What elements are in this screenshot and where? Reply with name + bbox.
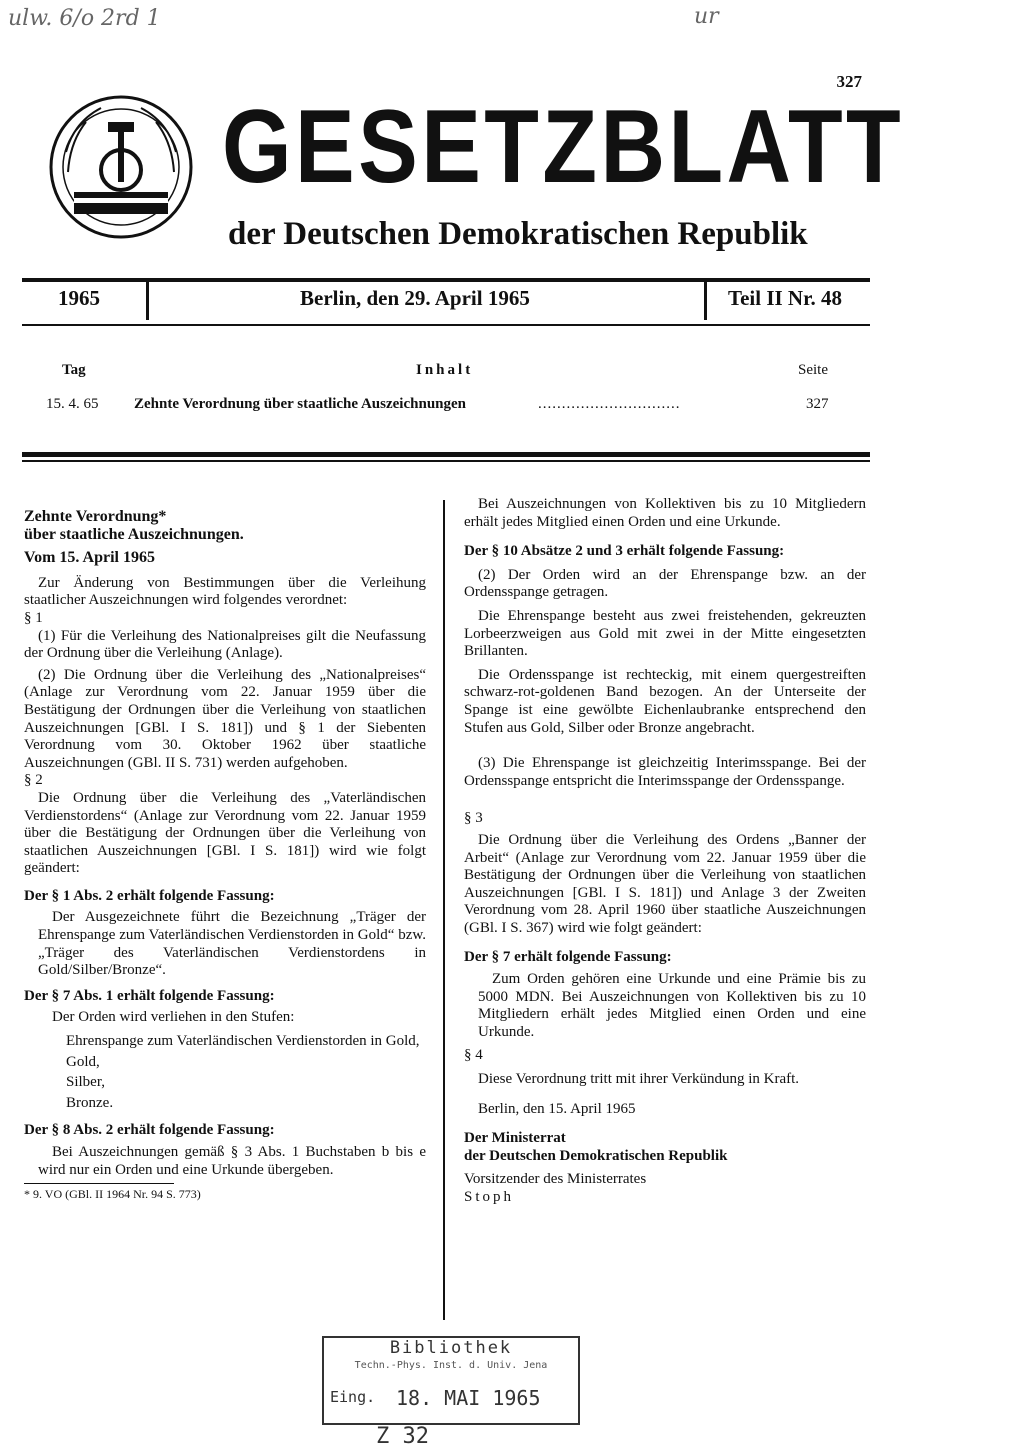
state-emblem-icon [46, 92, 196, 242]
amendment-heading-abs2: Der § 1 Abs. 2 erhält folgende Fassung: [24, 887, 275, 904]
signing-place-date: Berlin, den 15. April 1965 [478, 1100, 636, 1117]
p10-para-3: (3) Die Ehrenspange ist gleichzeitig Interimsspange. Bei der Ordensspange entspricht die Interimsspange der Ordensspange. [464, 755, 866, 789]
issue-year: 1965 [58, 286, 100, 310]
stamp-line-2: Techn.-Phys. Inst. d. Univ. Jena [354, 1360, 548, 1371]
section-4: § 4 [464, 1047, 483, 1064]
right-para-1: Bei Auszeichnungen von Kollektiven bis zu 10 Mitgliedern erhält jedes Mitglied einen Orden und eine Urkunde. [464, 496, 866, 530]
toc-col-content: Inhalt [416, 362, 474, 378]
signatory-title: Vorsitzender des Ministerrates [464, 1171, 647, 1188]
toc-entry-leader: .............................. [538, 396, 681, 412]
right-column [464, 496, 866, 1207]
p10-ordensspange: Die Ordensspange ist rechteckig, mit einem quergestreiften schwarz-rot-goldenen Band bezogen. An der Unterseite der Spange ist eine gewölbte Eichenlaubranke entsprechend den Stufen aus Gold, Silber oder Bronze angebracht. [464, 666, 866, 736]
stufe-3: Silber, [66, 1074, 105, 1091]
section-3-para-1: Die Ordnung über die Verleihung des Ordens „Banner der Arbeit“ (Anlage zur Verordnung vom 22. Januar 1959 über die Bestätigung der Ordnungen über die Verleihung von staatlichen Auszeichnungen [GBl. I S. 181]) und Anlage 3 der Zweiten Verordnung vom 28. April 1960 über staatliche Auszeichnungen (GBl. I S. 367) wird wie folgt geändert: [464, 831, 866, 936]
masthead-title: GESETZBLATT [222, 89, 905, 205]
footnote: * 9. VO (GBl. II 1964 Nr. 94 S. 773) [24, 1187, 201, 1202]
p10-para-2: (2) Der Orden wird an der Ehrenspange bzw. an der Ordensspange getragen. [464, 566, 866, 601]
stamp-line-1: Bibliothek [389, 1338, 513, 1358]
stufe-2: Gold, [66, 1053, 100, 1070]
toc-col-day: Tag [62, 362, 86, 378]
amendment-text-p7b: Zum Orden gehören eine Urkunde und eine Prämie bis zu 5000 MDN. Bei Auszeichnungen von Kollektiven bis zu 10 Mitgliedern erhält jedes Mitglied einen Orden und eine Urkunde. [478, 971, 866, 1040]
amendment-heading-p7: Der § 7 Abs. 1 erhält folgende Fassung: [24, 987, 275, 1004]
amendment-heading-p10: Der § 10 Absätze 2 und 3 erhält folgende Fassung: [464, 543, 785, 560]
section-2: § 2 [24, 772, 43, 789]
section-1: § 1 [24, 609, 43, 626]
section-4-para-1: Diese Verordnung tritt mit ihrer Verkündung in Kraft. [478, 1071, 800, 1088]
toc-col-page: Seite [798, 362, 828, 378]
toc-rule-thick [22, 452, 870, 457]
amendment-text-p8: Bei Auszeichnungen gemäß § 3 Abs. 1 Buchstaben b bis e wird nur ein Orden und eine Urkunde übergeben. [38, 1144, 426, 1178]
amendment-text-abs2: Der Ausgezeichnete führt die Bezeichnung „Träger der Ehrenspange zum Vaterländischen Verdienstorden in Gold“ bzw. „Träger des Vaterländischen Verdienstordens in Gold/Silber/Bronze“. [38, 909, 426, 979]
stamp-date: 18. MAI 1965 [396, 1386, 541, 1410]
issue-bar [22, 286, 870, 320]
toc-entry-title: Zehnte Verordnung über staatliche Auszeichnungen [134, 396, 466, 412]
issue-place-date: Berlin, den 29. April 1965 [300, 286, 530, 310]
bar-rule [22, 324, 870, 326]
decree-subheading: über staatliche Auszeichnungen. [24, 525, 244, 543]
toc-rule-thin [22, 460, 870, 462]
divider [704, 280, 707, 320]
amendment-heading-p8: Der § 8 Abs. 2 erhält folgende Fassung: [24, 1122, 275, 1139]
signatory-body-2: der Deutschen Demokratischen Republik [464, 1147, 728, 1164]
section-1-para-1: (1) Für die Verleihung des Nationalpreises gilt die Neufassung der Ordnung über die Verleihung (Anlage). [24, 627, 426, 662]
toc-entry-page: 327 [806, 396, 829, 412]
decree-intro: Zur Änderung von Bestimmungen über die Verleihung staatlicher Auszeichnungen wird folgendes verordnet: [24, 574, 426, 609]
divider [146, 280, 149, 320]
library-stamp [322, 1336, 580, 1425]
stamp-number: Z 32 [376, 1424, 429, 1449]
amendment-heading-p7b: Der § 7 erhält folgende Fassung: [464, 949, 672, 966]
section-3: § 3 [464, 810, 483, 827]
section-1-para-2: (2) Die Ordnung über die Verleihung des „Nationalpreises“ (Anlage zur Verordnung vom 22. Januar 1959 über die Bestätigung der Ordnungen über die Verleihung von staatlichen Auszeichnungen [GBl. I S. 181]) und § 1 der Siebenten Verordnung vom 30. Oktober 1962 über staatliche Auszeichnungen (GBl. II S. 731) werden aufgehoben. [24, 666, 426, 771]
issue-part: Teil II Nr. 48 [728, 286, 842, 310]
decree-date: Vom 15. April 1965 [24, 549, 155, 567]
top-rule [22, 278, 870, 282]
signatory-name: Stoph [464, 1189, 515, 1205]
stufe-4: Bronze. [66, 1094, 114, 1111]
amendment-text-p7: Der Orden wird verliehen in den Stufen: [52, 1009, 295, 1026]
masthead-subtitle: der Deutschen Demokratischen Republik [228, 216, 808, 252]
handwritten-note: ulw. 6/o 2rd 1 [8, 6, 161, 31]
column-divider [443, 500, 445, 1320]
toc-entry-date: 15. 4. 65 [46, 396, 99, 412]
signatory-body: Der Ministerrat [464, 1130, 566, 1147]
footnote-rule [24, 1183, 174, 1184]
stamp-label: Eing. [330, 1388, 376, 1406]
section-2-para-1: Die Ordnung über die Verleihung des „Vaterländischen Verdienstordens“ (Anlage zur Verordnung vom 22. Januar 1959 über die Bestätigung der Ordnungen über die Verleihung von staatlichen Auszeichnungen [GBl. I S. 181]) wird wie folgt geändert: [24, 789, 426, 877]
page-number: 327 [836, 72, 862, 91]
handwritten-mark: ur [694, 4, 719, 29]
decree-heading: Zehnte Verordnung* [24, 508, 167, 525]
left-column [24, 508, 426, 1204]
stufe-1: Ehrenspange zum Vaterländischen Verdienstorden in Gold, [66, 1033, 420, 1050]
p10-ehrenspange: Die Ehrenspange besteht aus zwei freistehenden, gekreuzten Lorbeerzweigen aus Gold mit zwei in der Mitte eingesetzten Brillanten. [464, 607, 866, 660]
